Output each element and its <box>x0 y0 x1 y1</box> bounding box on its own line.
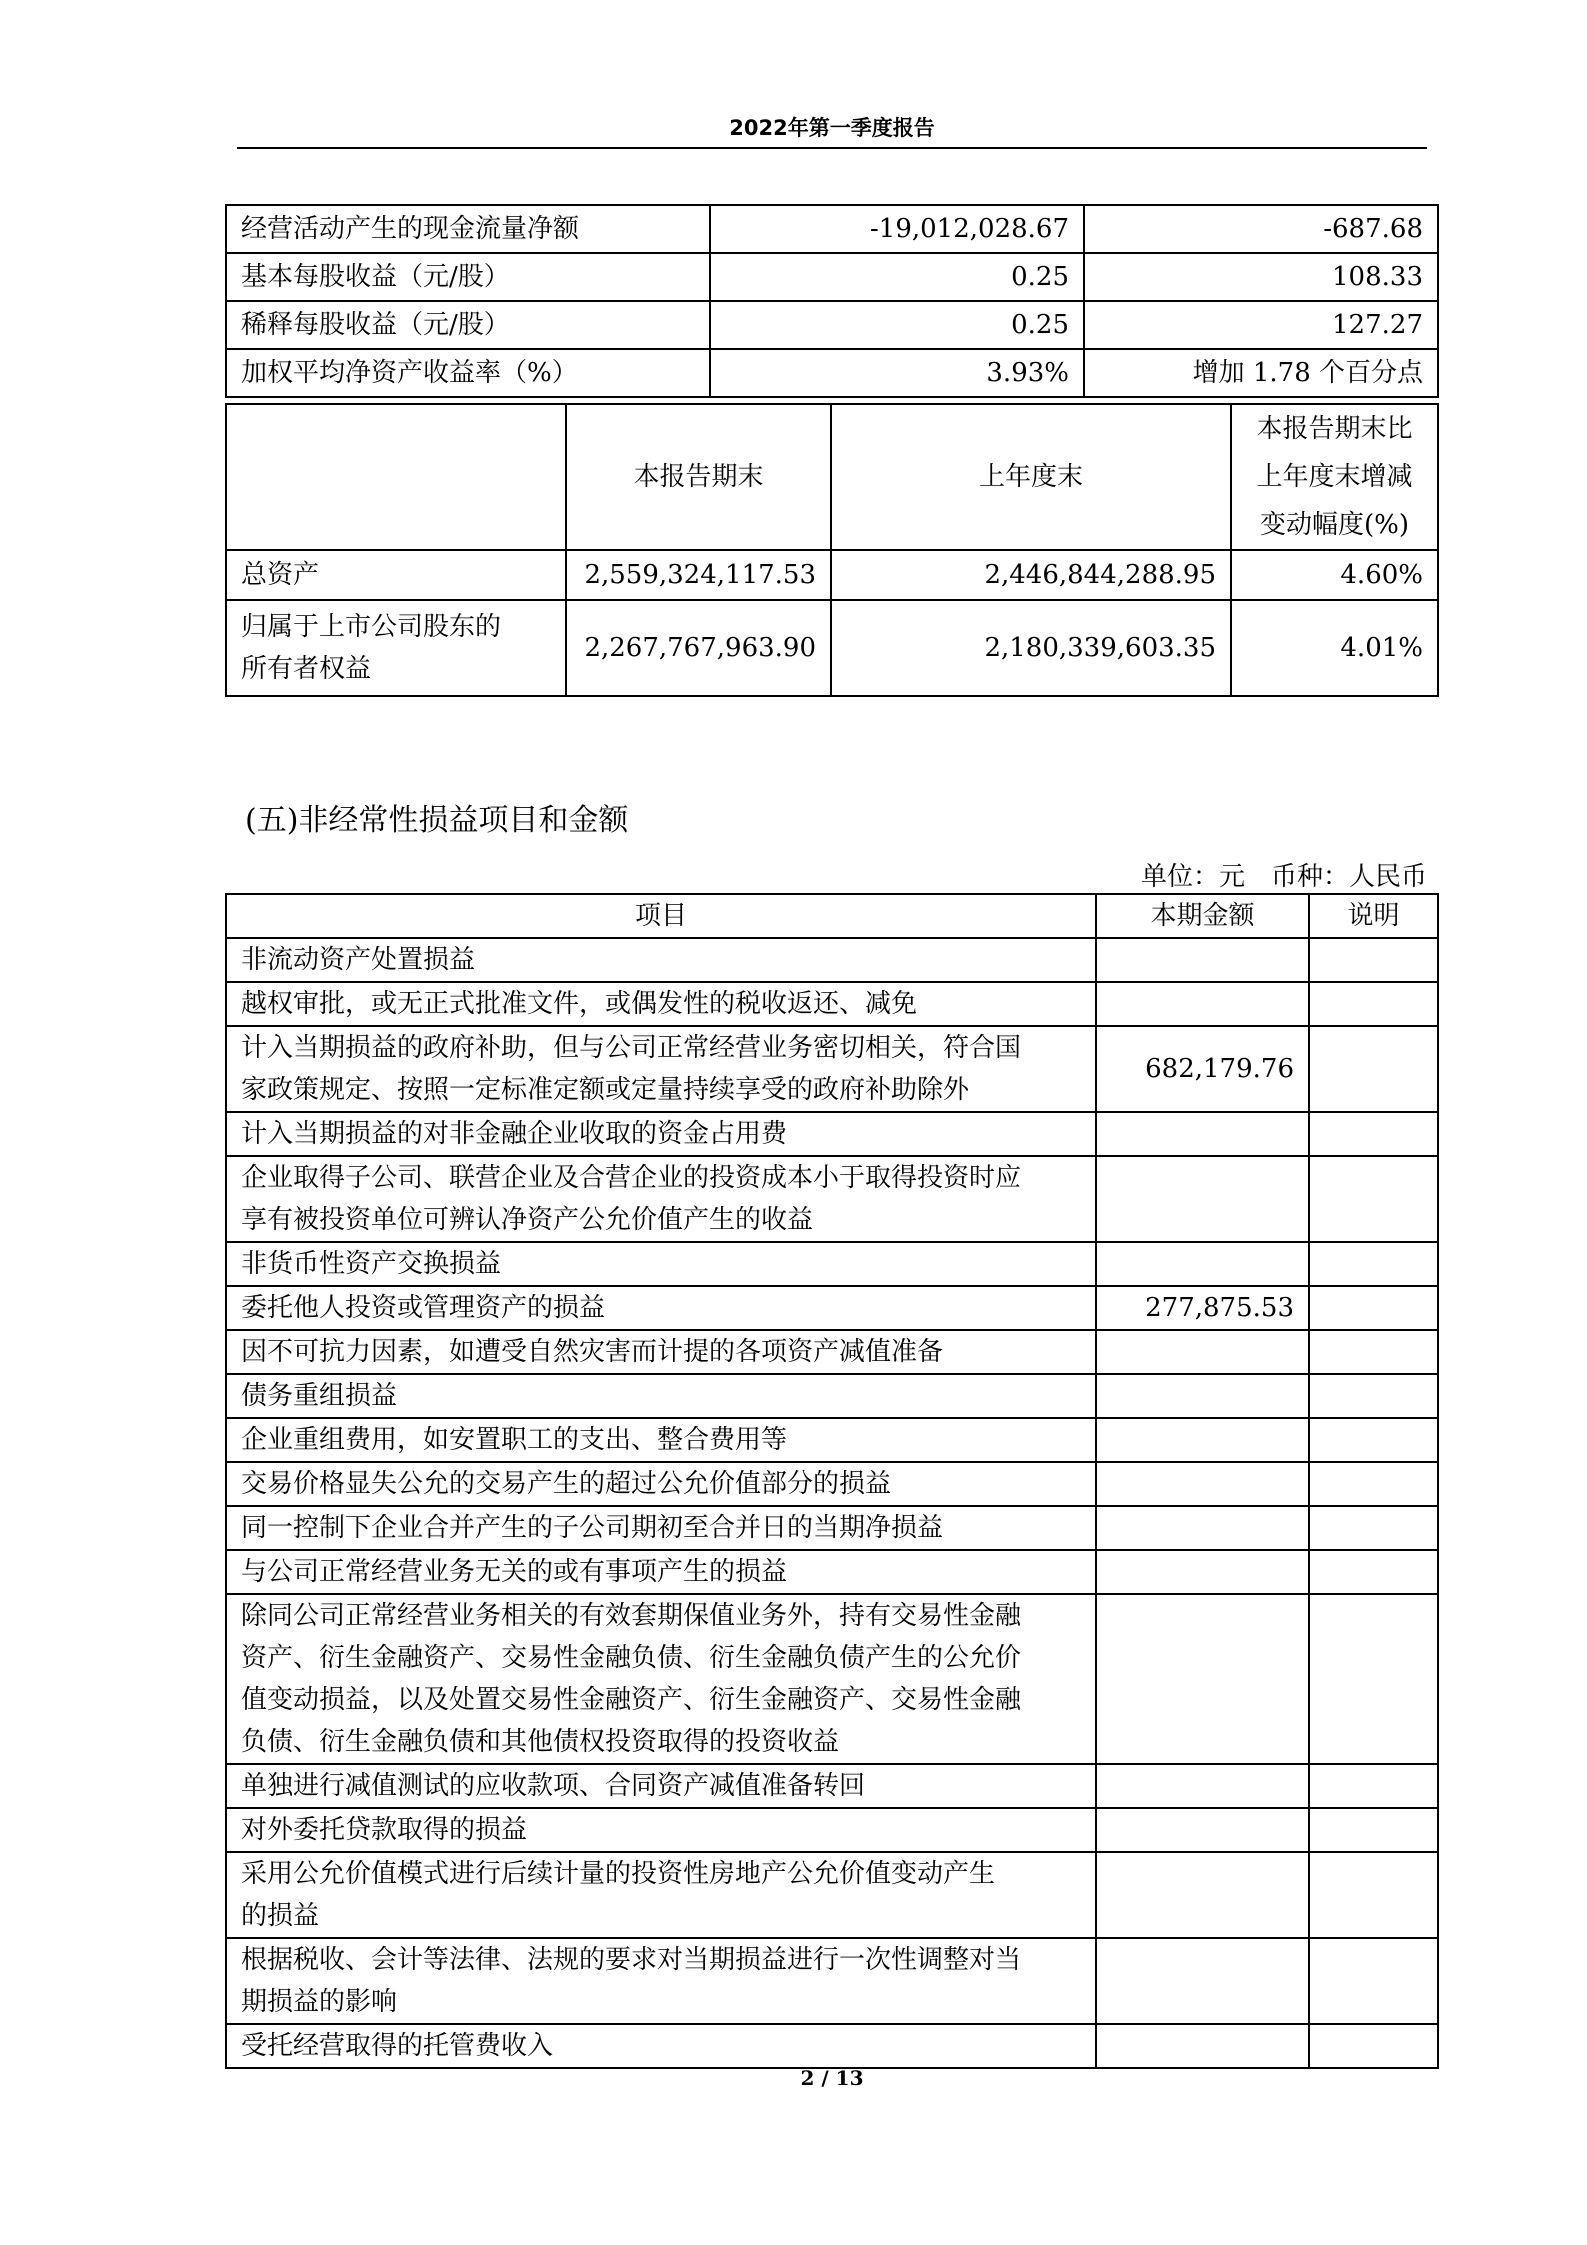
nonrecurring-row <box>226 1594 1438 1764</box>
nonrecurring-item <box>226 1938 1096 2024</box>
nonrecurring-amount <box>1096 1112 1309 1156</box>
balance-table <box>225 403 1439 697</box>
nonrecurring-amount <box>1096 1550 1309 1594</box>
nonrecurring-amount <box>1096 1938 1309 2024</box>
nonrecurring-amount <box>1096 1418 1309 1462</box>
balance-last-year-end: 2,446,844,288.95 <box>831 550 1231 600</box>
nonrecurring-row <box>226 1506 1438 1550</box>
indicator-current: 0.25 <box>710 301 1084 349</box>
report-header-title: 2022年第一季度报告 <box>729 116 935 140</box>
nonrecurring-item-line: 值变动损益，以及处置交易性金融资产、衍生金融资产、交易性金融 <box>241 1685 1022 1715</box>
nonrecurring-amount <box>1096 1852 1309 1938</box>
nonrecurring-item-line: 因不可抗力因素，如遭受自然灾害而计提的各项资产减值准备 <box>241 1337 944 1367</box>
section-title: (五)非经常性损益项目和金额 <box>245 803 629 838</box>
nonrecurring-item <box>226 1808 1096 1852</box>
header-rule <box>237 147 1427 149</box>
nonrecurring-note <box>1309 938 1438 982</box>
nonrecurring-item-line: 债务重组损益 <box>241 1381 398 1411</box>
balance-header-row <box>226 404 1438 550</box>
nonrecurring-amount <box>1096 1242 1309 1286</box>
nonrecurring-item <box>226 1242 1096 1286</box>
nonrecurring-header-row <box>226 894 1438 938</box>
nonrecurring-amount <box>1096 1594 1309 1764</box>
nonrecurring-note <box>1309 1550 1438 1594</box>
nonrecurring-item-line: 计入当期损益的对非金融企业收取的资金占用费 <box>241 1119 788 1149</box>
indicator-change: -687.68 <box>1084 205 1438 253</box>
nonrecurring-amount <box>1096 1330 1309 1374</box>
nonrecurring-row <box>226 1026 1438 1112</box>
nonrecurring-amount: 277,875.53 <box>1096 1286 1309 1330</box>
nonrecurring-amount <box>1096 2024 1309 2068</box>
nonrecurring-item <box>226 1594 1096 1764</box>
nonrecurring-item <box>226 1764 1096 1808</box>
nonrecurring-item <box>226 1156 1096 1242</box>
balance-change: 4.01% <box>1231 600 1438 696</box>
nonrecurring-row <box>226 1550 1438 1594</box>
balance-header-period-end: 本报告期末 <box>566 404 831 550</box>
nonrecurring-amount <box>1096 982 1309 1026</box>
balance-row <box>226 600 1438 696</box>
page-number: 2 / 13 <box>800 2066 864 2090</box>
nonrecurring-item <box>226 1506 1096 1550</box>
nonrecurring-row <box>226 1242 1438 1286</box>
nonrecurring-amount <box>1096 1156 1309 1242</box>
nonrecurring-item-line: 受托经营取得的托管费收入 <box>241 2031 554 2061</box>
header-note: 说明 <box>1309 894 1438 938</box>
unit-currency-note: 单位：元 币种：人民币 <box>1140 862 1427 892</box>
nonrecurring-note <box>1309 2024 1438 2068</box>
nonrecurring-item <box>226 1330 1096 1374</box>
balance-period-end: 2,559,324,117.53 <box>566 550 831 600</box>
nonrecurring-row <box>226 1112 1438 1156</box>
nonrecurring-row <box>226 1156 1438 1242</box>
nonrecurring-item-line: 交易价格显失公允的交易产生的超过公允价值部分的损益 <box>241 1469 892 1499</box>
balance-change: 4.60% <box>1231 550 1438 600</box>
nonrecurring-note <box>1309 1808 1438 1852</box>
header-amount: 本期金额 <box>1096 894 1309 938</box>
nonrecurring-amount <box>1096 1808 1309 1852</box>
indicator-change: 127.27 <box>1084 301 1438 349</box>
nonrecurring-note <box>1309 1506 1438 1550</box>
nonrecurring-note <box>1309 1462 1438 1506</box>
nonrecurring-item-line: 计入当期损益的政府补助，但与公司正常经营业务密切相关，符合国 <box>241 1033 1022 1063</box>
nonrecurring-row <box>226 1852 1438 1938</box>
balance-header-change-line: 上年度末增减 <box>1256 462 1413 492</box>
nonrecurring-item <box>226 1112 1096 1156</box>
nonrecurring-note <box>1309 1330 1438 1374</box>
indicator-label: 加权平均净资产收益率（%） <box>226 349 710 397</box>
balance-label <box>226 600 566 696</box>
nonrecurring-item-line: 资产、衍生金融资产、交易性金融负债、衍生金融负债产生的公允价 <box>241 1643 1022 1673</box>
nonrecurring-item <box>226 982 1096 1026</box>
nonrecurring-note <box>1309 1112 1438 1156</box>
nonrecurring-item-line: 非货币性资产交换损益 <box>241 1249 502 1279</box>
nonrecurring-item-line: 与公司正常经营业务无关的或有事项产生的损益 <box>241 1557 788 1587</box>
nonrecurring-item <box>226 1550 1096 1594</box>
nonrecurring-row <box>226 1462 1438 1506</box>
nonrecurring-item-line: 负债、衍生金融负债和其他债权投资取得的投资收益 <box>241 1727 840 1757</box>
nonrecurring-amount: 682,179.76 <box>1096 1026 1309 1112</box>
nonrecurring-table <box>225 893 1439 2069</box>
balance-header-blank <box>226 404 566 550</box>
nonrecurring-note <box>1309 1852 1438 1938</box>
balance-row <box>226 550 1438 600</box>
nonrecurring-item-line: 委托他人投资或管理资产的损益 <box>241 1293 606 1323</box>
nonrecurring-item <box>226 2024 1096 2068</box>
nonrecurring-item-line: 单独进行减值测试的应收款项、合同资产减值准备转回 <box>241 1771 866 1801</box>
nonrecurring-item <box>226 1026 1096 1112</box>
balance-header-change <box>1231 404 1438 550</box>
nonrecurring-amount <box>1096 1462 1309 1506</box>
nonrecurring-row <box>226 982 1438 1026</box>
nonrecurring-note <box>1309 1374 1438 1418</box>
nonrecurring-amount <box>1096 1374 1309 1418</box>
nonrecurring-row <box>226 938 1438 982</box>
header-item: 项目 <box>226 894 1096 938</box>
nonrecurring-item <box>226 1418 1096 1462</box>
nonrecurring-item-line: 非流动资产处置损益 <box>241 945 476 975</box>
nonrecurring-item <box>226 1462 1096 1506</box>
nonrecurring-item-line: 企业重组费用，如安置职工的支出、整合费用等 <box>241 1425 788 1455</box>
nonrecurring-row <box>226 1330 1438 1374</box>
nonrecurring-row <box>226 1938 1438 2024</box>
indicator-table <box>225 204 1439 398</box>
nonrecurring-note <box>1309 1026 1438 1112</box>
nonrecurring-item-line: 家政策规定、按照一定标准定额或定量持续享受的政府补助除外 <box>241 1075 970 1105</box>
nonrecurring-row <box>226 1764 1438 1808</box>
nonrecurring-row <box>226 1418 1438 1462</box>
balance-label-line: 归属于上市公司股东的 <box>241 612 502 642</box>
indicator-current: 0.25 <box>710 253 1084 301</box>
nonrecurring-item-line: 除同公司正常经营业务相关的有效套期保值业务外，持有交易性金融 <box>241 1601 1022 1631</box>
nonrecurring-note <box>1309 1594 1438 1764</box>
nonrecurring-row <box>226 1374 1438 1418</box>
nonrecurring-item-line: 享有被投资单位可辨认净资产公允价值产生的收益 <box>241 1205 814 1235</box>
indicator-label: 基本每股收益（元/股） <box>226 253 710 301</box>
balance-last-year-end: 2,180,339,603.35 <box>831 600 1231 696</box>
nonrecurring-note <box>1309 1286 1438 1330</box>
nonrecurring-amount <box>1096 1764 1309 1808</box>
nonrecurring-item-line: 采用公允价值模式进行后续计量的投资性房地产公允价值变动产生 <box>241 1859 996 1889</box>
nonrecurring-item-line: 的损益 <box>241 1901 320 1931</box>
nonrecurring-item-line: 越权审批，或无正式批准文件，或偶发性的税收返还、减免 <box>241 989 918 1019</box>
nonrecurring-amount <box>1096 1506 1309 1550</box>
balance-header-last-year-end: 上年度末 <box>831 404 1231 550</box>
balance-label-line: 总资产 <box>241 560 320 590</box>
indicator-row <box>226 253 1438 301</box>
nonrecurring-note <box>1309 1764 1438 1808</box>
nonrecurring-item <box>226 1374 1096 1418</box>
nonrecurring-note <box>1309 982 1438 1026</box>
nonrecurring-row <box>226 1286 1438 1330</box>
nonrecurring-note <box>1309 1418 1438 1462</box>
nonrecurring-item-line: 期损益的影响 <box>241 1987 398 2017</box>
nonrecurring-item-line: 企业取得子公司、联营企业及合营企业的投资成本小于取得投资时应 <box>241 1163 1022 1193</box>
nonrecurring-note <box>1309 1156 1438 1242</box>
nonrecurring-note <box>1309 1242 1438 1286</box>
nonrecurring-note <box>1309 1938 1438 2024</box>
nonrecurring-row <box>226 1808 1438 1852</box>
balance-label-line: 所有者权益 <box>241 654 372 684</box>
indicator-row <box>226 301 1438 349</box>
indicator-row <box>226 205 1438 253</box>
nonrecurring-item-line: 同一控制下企业合并产生的子公司期初至合并日的当期净损益 <box>241 1513 944 1543</box>
balance-period-end: 2,267,767,963.90 <box>566 600 831 696</box>
nonrecurring-item-line: 对外委托贷款取得的损益 <box>241 1815 528 1845</box>
nonrecurring-item <box>226 1852 1096 1938</box>
indicator-row <box>226 349 1438 397</box>
nonrecurring-amount <box>1096 938 1309 982</box>
balance-header-change-line: 本报告期末比 <box>1256 414 1413 444</box>
nonrecurring-item <box>226 938 1096 982</box>
indicator-label: 稀释每股收益（元/股） <box>226 301 710 349</box>
indicator-label: 经营活动产生的现金流量净额 <box>226 205 710 253</box>
indicator-change: 增加 1.78 个百分点 <box>1084 349 1438 397</box>
balance-header-change-line: 变动幅度(%) <box>1260 510 1409 540</box>
nonrecurring-row <box>226 2024 1438 2068</box>
balance-label <box>226 550 566 600</box>
indicator-current: 3.93% <box>710 349 1084 397</box>
nonrecurring-item <box>226 1286 1096 1330</box>
indicator-current: -19,012,028.67 <box>710 205 1084 253</box>
nonrecurring-item-line: 根据税收、会计等法律、法规的要求对当期损益进行一次性调整对当 <box>241 1945 1022 1975</box>
indicator-change: 108.33 <box>1084 253 1438 301</box>
